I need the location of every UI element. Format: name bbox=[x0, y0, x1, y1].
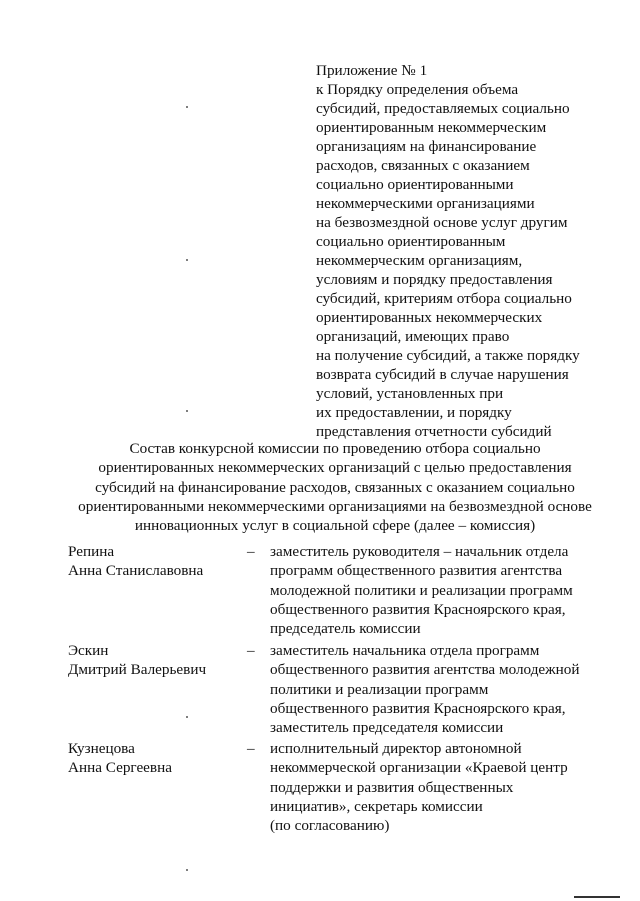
role-line: общественного развития Красноярского края, bbox=[270, 699, 566, 717]
appendix-title: Приложение № 1 bbox=[316, 62, 428, 79]
appendix-line: на получение субсидий, а также порядку bbox=[316, 347, 580, 364]
appendix-line: представления отчетности субсидий bbox=[316, 423, 552, 440]
role-line: заместитель руководителя – начальник отдела bbox=[270, 543, 569, 560]
scan-speck bbox=[186, 410, 188, 412]
appendix-header bbox=[316, 61, 616, 441]
role-line: председатель комиссии bbox=[270, 620, 421, 638]
role-line: политики и реализации программ bbox=[270, 680, 489, 698]
member-dash: – bbox=[247, 740, 255, 757]
role-line: общественного развития агентства молодежной bbox=[270, 661, 580, 679]
member-dash: – bbox=[247, 543, 255, 560]
scan-edge-mark bbox=[574, 896, 620, 898]
role-line: заместитель начальника отдела программ bbox=[270, 642, 540, 659]
appendix-line: на безвозмездной основе услуг другим bbox=[316, 214, 568, 231]
member-given-name: Дмитрий Валерьевич bbox=[68, 661, 207, 679]
appendix-line: расходов, связанных с оказанием bbox=[316, 157, 530, 174]
scan-speck bbox=[186, 106, 188, 108]
member-name bbox=[68, 739, 248, 778]
member-surname: Репина bbox=[68, 543, 115, 560]
commission-heading bbox=[40, 439, 630, 535]
member-given-name: Анна Сергеевна bbox=[68, 759, 172, 777]
heading-line: Состав конкурсной комиссии по проведению отбора социально bbox=[129, 440, 541, 457]
role-line: некоммерческой организации «Краевой центр bbox=[270, 759, 568, 777]
appendix-line: некоммерческими организациями bbox=[316, 195, 535, 212]
appendix-line: их предоставлении, и порядку bbox=[316, 404, 512, 421]
role-line: заместитель председателя комиссии bbox=[270, 719, 504, 737]
member-name bbox=[68, 542, 248, 581]
role-line: молодежной политики и реализации программ bbox=[270, 581, 573, 599]
role-line: исполнительный директор автономной bbox=[270, 740, 522, 757]
role-line: общественного развития Красноярского края, bbox=[270, 600, 566, 618]
appendix-line: организациям на финансирование bbox=[316, 138, 537, 155]
role-line: поддержки и развития общественных bbox=[270, 778, 514, 796]
appendix-line: организаций, имеющих право bbox=[316, 328, 510, 345]
role-line: программ общественного развития агентства bbox=[270, 562, 563, 580]
appendix-line: возврата субсидий в случае нарушения bbox=[316, 366, 569, 383]
role-line: инициатив», секретарь комиссии bbox=[270, 797, 483, 815]
scan-speck bbox=[186, 869, 188, 871]
member-surname: Кузнецова bbox=[68, 740, 135, 757]
heading-line: инновационных услуг в социальной сфере (далее – комиссия) bbox=[134, 517, 536, 535]
heading-line: ориентированных некоммерческих организаций с целью предоставления bbox=[98, 459, 572, 477]
member-dash: – bbox=[247, 642, 255, 659]
appendix-line: ориентированных некоммерческих bbox=[316, 309, 543, 326]
appendix-line: условий, установленных при bbox=[316, 385, 504, 402]
appendix-line: социально ориентированными bbox=[316, 176, 514, 193]
member-role bbox=[270, 641, 610, 737]
appendix-line: ориентированным некоммерческим bbox=[316, 119, 547, 136]
member-surname: Эскин bbox=[68, 642, 109, 659]
member-role bbox=[270, 739, 610, 835]
member-given-name: Анна Станиславовна bbox=[68, 562, 204, 580]
appendix-line: к Порядку определения объема bbox=[316, 81, 519, 98]
member-name bbox=[68, 641, 248, 680]
appendix-line: некоммерческим организациям, bbox=[316, 252, 523, 269]
scan-speck bbox=[186, 716, 188, 718]
scan-speck bbox=[186, 259, 188, 261]
member-role bbox=[270, 542, 610, 638]
appendix-line: субсидий, критериям отбора социально bbox=[316, 290, 572, 307]
appendix-line: социально ориентированным bbox=[316, 233, 506, 250]
heading-line: ориентированными некоммерческими организациями на безвозмездной основе bbox=[78, 497, 592, 515]
heading-line: субсидий на финансирование расходов, связанных с оказанием социально bbox=[95, 478, 575, 496]
role-line: (по согласованию) bbox=[270, 817, 390, 835]
appendix-line: условиям и порядку предоставления bbox=[316, 271, 553, 288]
appendix-line: субсидий, предоставляемых социально bbox=[316, 100, 570, 117]
